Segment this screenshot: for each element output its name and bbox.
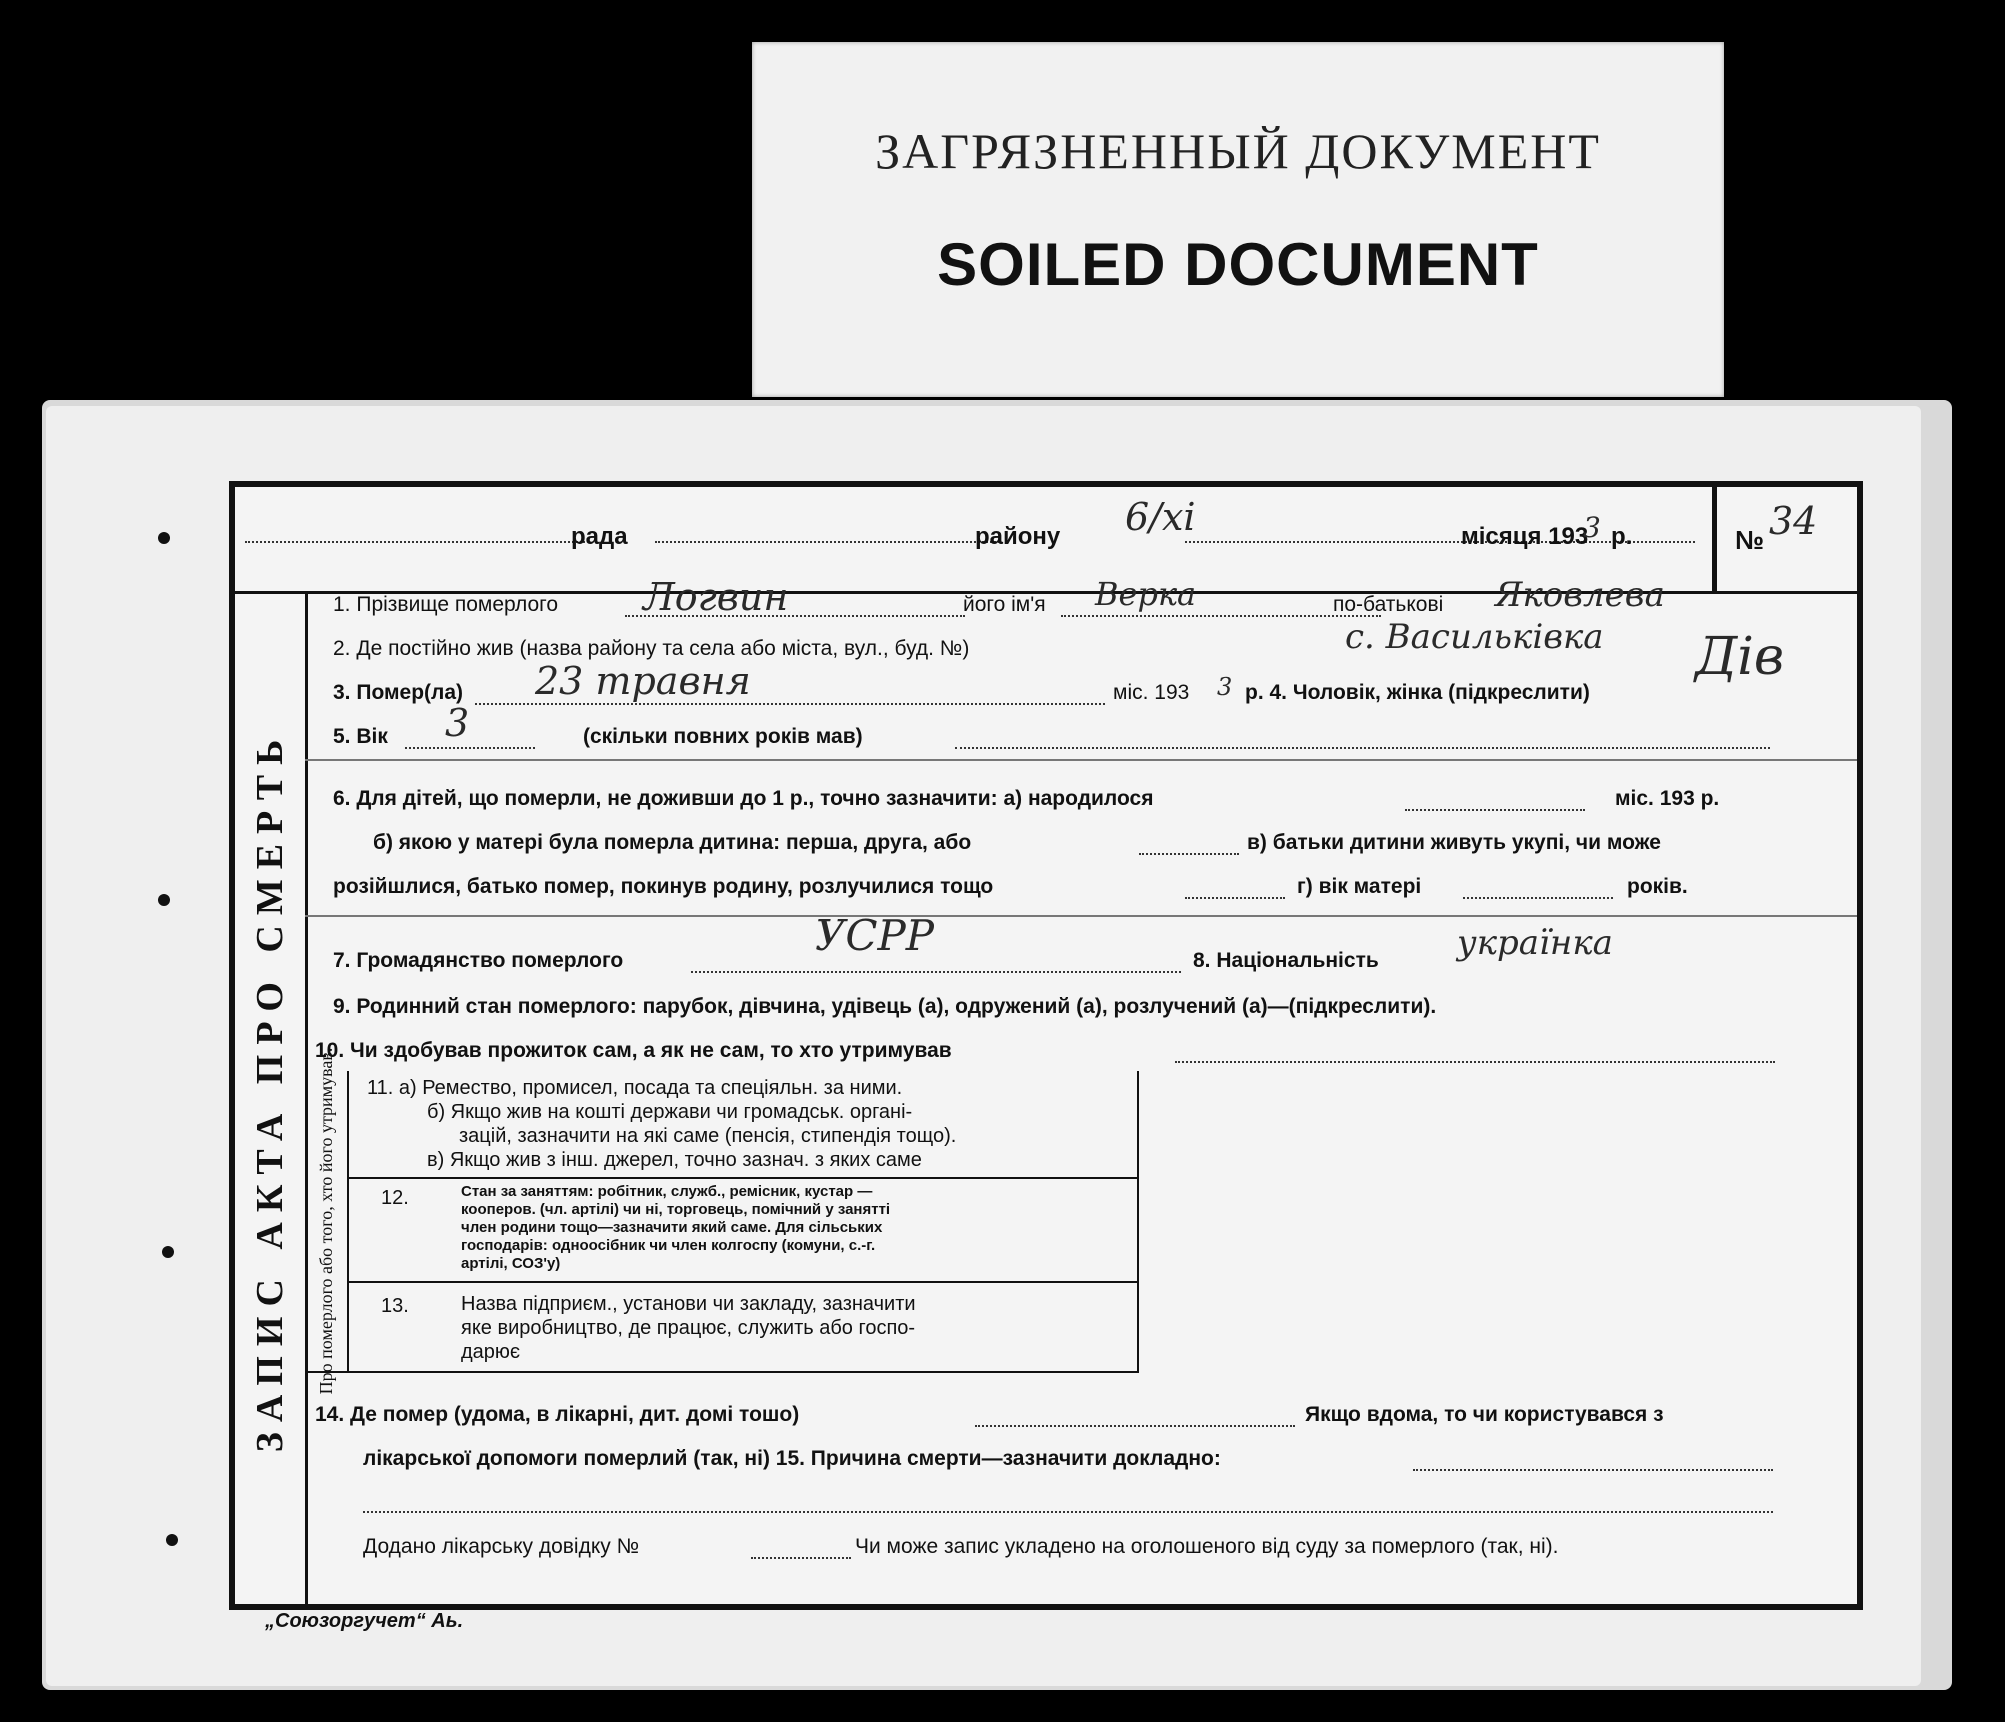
field-6-line-2b: в) батьки дитини живуть укупі, чи може [1247,831,1661,854]
field-12-line-4: господарів: одноосібник чи член колгоспу (комуни, с.-г. [461,1237,876,1254]
field-1-name: Верка [1095,575,1197,613]
label-russian: ЗАГРЯЗНЕННЫЙ ДОКУМЕНТ [875,123,1601,179]
punch-hole [158,532,170,544]
field-13-line-2: яке виробництво, де працює, служить або госпо- [461,1317,916,1339]
field-15-line: лікарської допомоги померлий (так, ні) 15. Причина смерти—зазначити докладно: [363,1447,1221,1470]
field-6-line-3c: років. [1627,875,1688,898]
record-number: 34 [1769,499,1818,543]
field-14-rest: Якщо вдома, то чи користувався з [1305,1403,1664,1426]
field-12-line-1: Стан за заняттям: робітник, служб., ремісник, кустар — [461,1183,873,1200]
sidebar [235,591,308,1608]
field-6-line-2a: б) якою у матері була померла дитина: перша, друга, або [373,831,972,854]
label-english: SOILED DOCUMENT [937,231,1539,298]
field-10-label: 10. Чи здобував прожиток сам, а як не сам, то хто утримував [315,1039,952,1062]
field-2-label: 2. Де постійно жив (назва району та села або міста, вул., буд. №) [333,637,970,660]
field-2-value: с. Васильківка [1345,617,1604,657]
field-3-label: 3. Помер(ла) [333,681,464,704]
occupation-subhead-title: Про померлого або того, хто його утримував. [316,1047,336,1395]
court-record-label: Чи може запис укладено на оголошеного від суду за померлого (так, ні). [855,1535,1559,1558]
margin-note: Дів [1695,627,1785,687]
field-8-label: 8. Національність [1193,949,1379,972]
punch-hole [158,894,170,906]
death-record-form [229,481,1863,1610]
year-suffix: р. [1611,523,1633,550]
field-11a: 11. а) Ремество, промисел, посада та спеціяльн. за ними. [367,1077,903,1099]
field-6-line-3a: розійшлися, батько помер, покинув родину, розлучилися тощо [333,875,994,898]
field-13-line-3: дарює [461,1341,521,1363]
field-1-patronymic: Яковлева [1495,575,1665,615]
field-5-rest: (скільки повних років мав) [583,725,863,748]
field-11b-2: зацій, зазначити на які саме (пенсія, стипендія тощо). [459,1125,957,1147]
field-5-label: 5. Вік [333,725,388,748]
number-label: № [1735,525,1764,555]
field-1-label: 1. Прізвище померлого [333,593,559,616]
field-7-value: УСРР [815,911,935,960]
publisher-footer: „Союзоргучет“ Аь. [265,1610,464,1632]
field-1-surname: Логвин [643,575,789,619]
field-6-line-1-end: міс. 193 р. [1615,787,1720,810]
field-11b-1: б) Якщо жив на кошті держави чи громадськ. органі- [427,1101,913,1123]
field-6-line-3b: г) вік матері [1297,875,1422,898]
number-box [1712,487,1857,591]
field-13-number: 13. [381,1295,409,1317]
field-9-label: 9. Родинний стан померлого: парубок, дівчина, удівець (а), одружений (а), розлучений (а)—(підкреслити). [333,995,1437,1018]
field-3-month: міс. 193 [1113,681,1190,704]
field-14-label: 14. Де помер (удома, в лікарні, дит. домі тошо) [315,1403,800,1426]
rada-label: рада [571,523,628,550]
occupation-subhead [305,1047,349,1395]
field-1-patronymic-label: по-батькові [1333,593,1444,616]
field-12-line-5: артілі, СОЗ'у) [461,1255,561,1272]
field-12-line-3: член родини тощо—зазначити який саме. Для сільських [461,1219,883,1236]
punch-hole [162,1246,174,1258]
field-7-label: 7. Громадянство померлого [333,949,624,972]
field-3-value: 23 травня [535,659,751,703]
handwritten-date: 6/xi [1125,495,1196,539]
field-3-year-digit: 3 [1217,673,1233,701]
field-6-line-1: 6. Для дітей, що померли, не доживши до 1 р., точно зазначити: а) народилося [333,787,1154,810]
field-3-rest: р. 4. Чоловік, жінка (підкреслити) [1245,681,1590,704]
field-12-number: 12. [381,1187,409,1209]
field-12-line-2: кооперов. (чл. артілі) чи ні, торговець, помічний у занятті [461,1201,891,1218]
field-13-line-1: Назва підприєм., установи чи закладу, зазначити [461,1293,916,1315]
punch-hole [166,1534,178,1546]
field-8-value: українка [1457,923,1613,963]
year-digit: 3 [1583,511,1601,544]
sidebar-title: ЗАПИС АКТА ПРО СМЕРТЬ [249,729,291,1453]
field-5-value: 3 [445,701,470,745]
field-11c: в) Якщо жив з інш. джерел, точно зазнач. з яких саме [427,1149,922,1171]
month-label: місяця 193 [1461,523,1589,550]
field-1-name-label: його ім'я [963,593,1046,616]
soiled-label [752,42,1724,397]
raionu-label: району [975,523,1061,550]
attachment-label: Додано лікарську довідку № [363,1535,640,1558]
